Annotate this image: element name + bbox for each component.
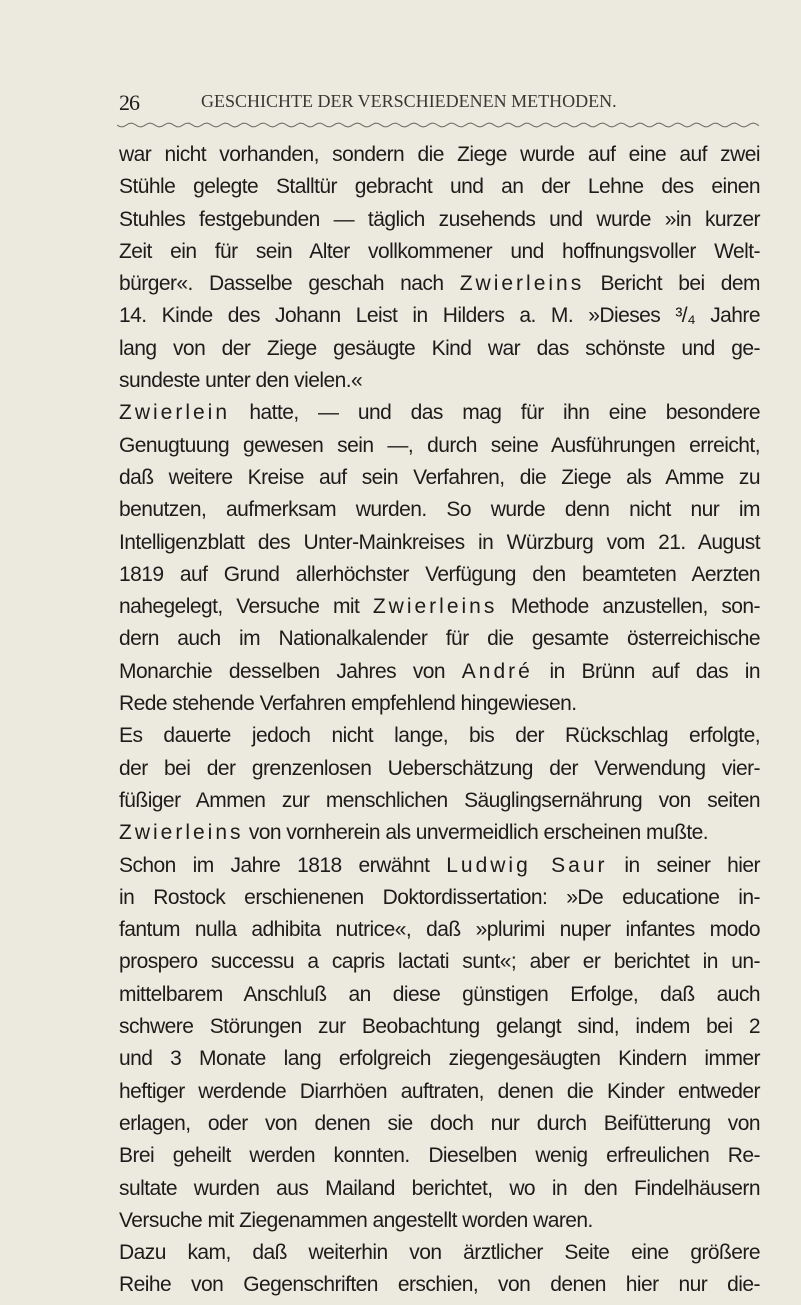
text-segment: Versuche mit Ziegenammen angestellt worden waren. bbox=[119, 1208, 593, 1232]
text-line bbox=[119, 333, 760, 365]
spaced-name: Zwierleins bbox=[119, 821, 244, 845]
text-line bbox=[119, 1076, 760, 1108]
text-segment: von vornherein als unvermeidlich erscheinen mußte. bbox=[243, 821, 709, 845]
text-segment: Methode anzustellen, son- bbox=[497, 595, 760, 619]
text-line bbox=[119, 979, 760, 1011]
text-segment: bürger«. Dasselbe geschah nach bbox=[119, 272, 460, 296]
text-segment: und 3 Monate lang erfolgreich ziegengesäugten Kindern immer bbox=[119, 1047, 760, 1071]
running-header bbox=[119, 88, 760, 118]
text-line bbox=[119, 656, 760, 688]
text-line bbox=[119, 785, 760, 817]
text-line bbox=[119, 591, 760, 623]
text-segment: in seiner hier bbox=[607, 853, 760, 877]
text-segment: nahegelegt, Versuche mit bbox=[119, 595, 373, 619]
text-line bbox=[119, 559, 760, 591]
text-line bbox=[119, 1237, 760, 1269]
text-line bbox=[119, 1173, 760, 1205]
text-line bbox=[119, 300, 760, 332]
text-segment: hatte, — und das mag für ihn eine besondere bbox=[230, 401, 760, 425]
spaced-name: Zwierleins bbox=[459, 272, 585, 296]
text-segment: Monarchie desselben Jahres von bbox=[119, 659, 462, 683]
text-segment: sundeste unter den vielen.« bbox=[119, 369, 363, 393]
wavy-rule-divider bbox=[117, 122, 761, 128]
text-line bbox=[119, 1269, 760, 1301]
text-line bbox=[119, 688, 760, 720]
text-segment: Bericht bei dem bbox=[584, 272, 760, 296]
text-line bbox=[119, 462, 760, 494]
body-text bbox=[119, 139, 760, 1302]
text-line bbox=[119, 753, 760, 785]
text-segment: benutzen, aufmerksam wurden. So wurde denn nicht nur im bbox=[119, 498, 760, 522]
text-segment: Zeit ein für sein Alter vollkommener und hoffnungsvoller Welt- bbox=[119, 239, 760, 263]
text-segment: 14. Kinde des Johann Leist in Hilders a. M. »Dieses ³/₄ Jahre bbox=[119, 304, 760, 328]
text-segment: war nicht vorhanden, sondern die Ziege wurde auf eine auf zwei bbox=[119, 143, 760, 166]
text-line bbox=[119, 1108, 760, 1140]
text-line bbox=[119, 204, 760, 236]
text-segment: 1819 auf Grund allerhöchster Verfügung den beamteten Aerzten bbox=[119, 562, 760, 586]
text-line bbox=[119, 430, 760, 462]
text-line bbox=[119, 236, 760, 268]
text-segment: Es dauerte jedoch nicht lange, bis der Rückschlag erfolgte, bbox=[119, 724, 760, 748]
text-segment: Dazu kam, daß weiterhin von ärztlicher Seite eine größere bbox=[119, 1241, 760, 1265]
text-line bbox=[119, 171, 760, 203]
spaced-name: André bbox=[461, 659, 533, 683]
text-segment: Rede stehende Verfahren empfehlend hingewiesen. bbox=[119, 692, 577, 716]
running-title: GESCHICHTE DER VERSCHIEDENEN METHODEN. bbox=[201, 91, 617, 111]
text-segment: in Brünn auf das in bbox=[532, 659, 761, 683]
text-segment: der bei der grenzenlosen Ueberschätzung der Verwendung vier- bbox=[119, 756, 760, 780]
text-segment: Stuhles festgebunden — täglich zusehends und wurde »in kurzer bbox=[119, 207, 760, 231]
text-line bbox=[119, 494, 760, 526]
text-line bbox=[119, 1043, 760, 1075]
text-line bbox=[119, 882, 760, 914]
page-number: 26 bbox=[119, 90, 139, 115]
text-segment: fantum nulla adhibita nutrice«, daß »plurimi nuper infantes modo bbox=[119, 918, 760, 942]
text-segment: dern auch im Nationalkalender für die gesamte österreichische bbox=[119, 627, 760, 651]
spaced-name: Ludwig Saur bbox=[446, 853, 608, 877]
text-segment: in Rostock erschienenen Doktordissertation: »De educatione in- bbox=[119, 885, 760, 909]
text-segment: Brei geheilt werden konnten. Dieselben wenig erfreulichen Re- bbox=[119, 1144, 760, 1168]
spaced-name: Zwierleins bbox=[372, 595, 498, 619]
text-line bbox=[119, 850, 760, 882]
text-line bbox=[119, 946, 760, 978]
text-segment: heftiger werdende Diarrhöen auftraten, denen die Kinder entweder bbox=[119, 1079, 760, 1103]
text-segment: erlagen, oder von denen sie doch nur durch Beifütterung von bbox=[119, 1111, 760, 1135]
text-line bbox=[119, 139, 760, 171]
text-segment: füßiger Ammen zur menschlichen Säuglingsernährung von seiten bbox=[119, 788, 760, 812]
text-line bbox=[119, 720, 760, 752]
text-line bbox=[119, 1011, 760, 1043]
text-line bbox=[119, 623, 760, 655]
text-line bbox=[119, 527, 760, 559]
text-line bbox=[119, 397, 760, 429]
text-segment: daß weitere Kreise auf sein Verfahren, die Ziege als Amme zu bbox=[119, 465, 760, 489]
text-line bbox=[119, 817, 760, 849]
text-segment: Intelligenzblatt des Unter-Mainkreises in Würzburg vom 21. August bbox=[119, 530, 760, 554]
spaced-name: Zwierlein bbox=[119, 401, 231, 425]
text-line bbox=[119, 1140, 760, 1172]
text-segment: Stühle gelegte Stalltür gebracht und an der Lehne des einen bbox=[119, 175, 760, 199]
text-segment: prospero successu a capris lactati sunt«; aber er berichtet in un- bbox=[119, 950, 760, 974]
text-segment: schwere Störungen zur Beobachtung gelangt sind, indem bei 2 bbox=[119, 1015, 760, 1039]
text-segment: lang von der Ziege gesäugte Kind war das schönste und ge- bbox=[119, 336, 760, 360]
text-segment: Reihe von Gegenschriften erschien, von denen hier nur die- bbox=[119, 1273, 760, 1297]
text-segment: sultate wurden aus Mailand berichtet, wo in den Findelhäusern bbox=[119, 1176, 760, 1200]
text-line bbox=[119, 268, 760, 300]
text-segment: mittelbarem Anschluß an diese günstigen Erfolge, daß auch bbox=[119, 982, 760, 1006]
text-segment: Genugtuung gewesen sein —, durch seine Ausführungen erreicht, bbox=[119, 433, 760, 457]
text-line bbox=[119, 365, 760, 397]
text-line bbox=[119, 1205, 760, 1237]
text-segment: Schon im Jahre 1818 erwähnt bbox=[119, 853, 447, 877]
text-line bbox=[119, 914, 760, 946]
